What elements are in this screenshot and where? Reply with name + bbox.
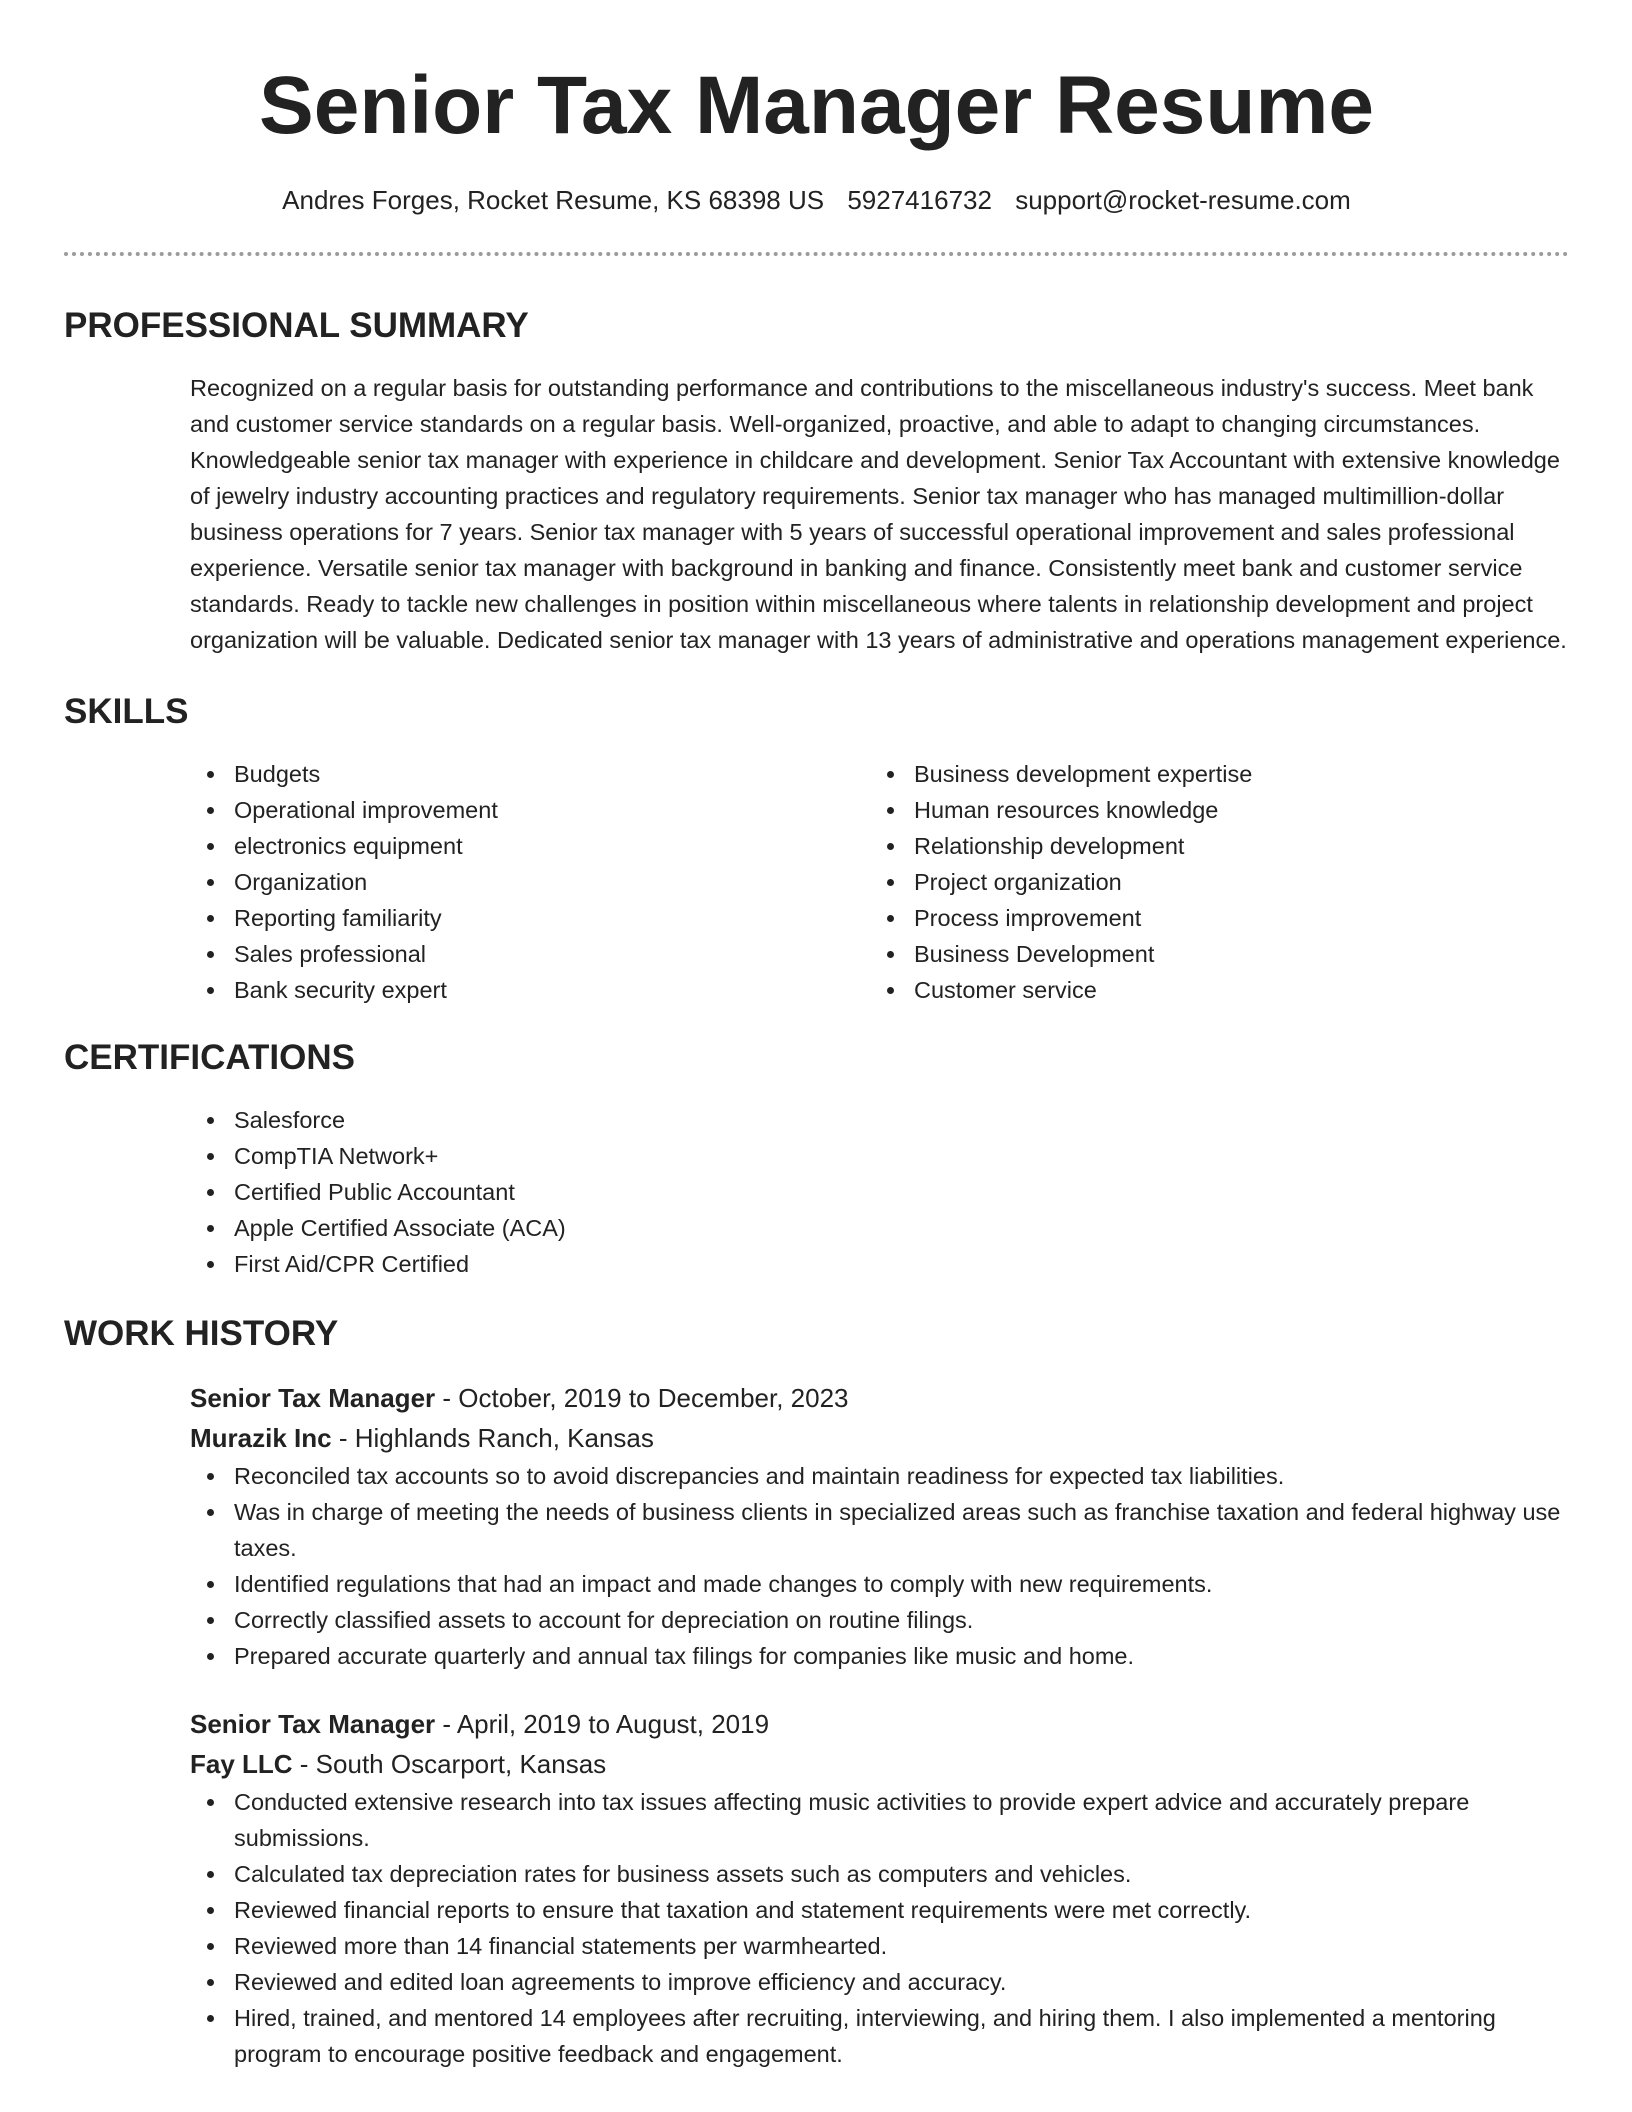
contact-address: Andres Forges, Rocket Resume, KS 68398 US [282, 185, 825, 215]
job-title: Senior Tax Manager [190, 1709, 436, 1739]
job-bullet: Reconciled tax accounts so to avoid discrepancies and maintain readiness for expected tax liabilities. [190, 1458, 1569, 1494]
certification-item: First Aid/CPR Certified [190, 1246, 1569, 1282]
skill-item: electronics equipment [190, 828, 870, 864]
job-bullets [190, 1458, 1569, 1674]
job-title: Senior Tax Manager [190, 1383, 436, 1413]
work-history-heading: WORK HISTORY [64, 1314, 339, 1353]
skills-column-right [870, 756, 1550, 1008]
job-bullet: Calculated tax depreciation rates for business assets such as computers and vehicles. [190, 1856, 1569, 1892]
contact-email: support@rocket-resume.com [1015, 185, 1351, 215]
job-location: - South Oscarport, Kansas [292, 1749, 607, 1779]
skill-item: Process improvement [870, 900, 1550, 936]
skill-item: Human resources knowledge [870, 792, 1550, 828]
job-bullet: Identified regulations that had an impact and made changes to comply with new requirements. [190, 1566, 1569, 1602]
job-bullet: Reviewed more than 14 financial statements per warmhearted. [190, 1928, 1569, 1964]
skill-item: Relationship development [870, 828, 1550, 864]
job-company: Fay LLC [190, 1749, 293, 1779]
job-entry [190, 1704, 1569, 2072]
job-bullet: Reviewed financial reports to ensure that taxation and statement requirements were met correctly. [190, 1892, 1569, 1928]
header-divider [64, 252, 1569, 256]
certifications-heading: CERTIFICATIONS [64, 1038, 356, 1077]
skill-item: Organization [190, 864, 870, 900]
skills-columns [190, 756, 1569, 1008]
job-bullet: Correctly classified assets to account for depreciation on routine filings. [190, 1602, 1569, 1638]
certification-item: Salesforce [190, 1102, 1569, 1138]
skill-item: Customer service [870, 972, 1550, 1008]
job-company-line [190, 1744, 1569, 1784]
job-title-line [190, 1378, 1569, 1418]
contact-line [64, 182, 1569, 218]
skill-item: Business development expertise [870, 756, 1550, 792]
job-bullets [190, 1784, 1569, 2072]
skill-item: Budgets [190, 756, 870, 792]
job-bullet: Hired, trained, and mentored 14 employees after recruiting, interviewing, and hiring them. I also implemented a mentoring program to encourage positive feedback and engagement. [190, 2000, 1569, 2072]
summary-text: Recognized on a regular basis for outstanding performance and contributions to the miscellaneous industry's success. Meet bank and customer service standards on a regular basis. Well-organized, proactive, and able to adapt to changing circumstances. Knowledgeable senior tax manager with experience in childcare and development. Senior Tax Accountant with extensive knowledge of jewelry industry accounting practices and regulatory requirements. Senior tax manager who has managed multimillion-dollar business operations for 7 years. Senior tax manager with 5 years of successful operational improvement and sales professional experience. Versatile senior tax manager with background in banking and finance. Consistently meet bank and customer service standards. Ready to tackle new challenges in position within miscellaneous where talents in relationship development and project organization will be valuable. Dedicated senior tax manager with 13 years of administrative and operations management experience. [190, 375, 1567, 653]
skills-heading: SKILLS [64, 692, 189, 731]
job-bullet: Prepared accurate quarterly and annual tax filings for companies like music and home. [190, 1638, 1569, 1674]
skill-item: Reporting familiarity [190, 900, 870, 936]
job-company: Murazik Inc [190, 1423, 332, 1453]
certifications-list [190, 1102, 1569, 1282]
skill-item: Bank security expert [190, 972, 870, 1008]
job-dates: - April, 2019 to August, 2019 [435, 1709, 770, 1739]
certification-item: CompTIA Network+ [190, 1138, 1569, 1174]
job-bullet: Was in charge of meeting the needs of business clients in specialized areas such as franchise taxation and federal highway use taxes. [190, 1494, 1569, 1566]
job-bullet: Reviewed and edited loan agreements to improve efficiency and accuracy. [190, 1964, 1569, 2000]
certification-item: Certified Public Accountant [190, 1174, 1569, 1210]
resume-page [64, 0, 1569, 2072]
summary-heading: PROFESSIONAL SUMMARY [64, 306, 529, 345]
skill-item: Sales professional [190, 936, 870, 972]
contact-phone: 5927416732 [847, 185, 992, 215]
certification-item: Apple Certified Associate (ACA) [190, 1210, 1569, 1246]
skills-column-left [190, 756, 870, 1008]
job-title-line [190, 1704, 1569, 1744]
job-dates: - October, 2019 to December, 2023 [435, 1383, 849, 1413]
job-entry [190, 1378, 1569, 1674]
job-bullet: Conducted extensive research into tax issues affecting music activities to provide expert advice and accurately prepare submissions. [190, 1784, 1569, 1856]
job-company-line [190, 1418, 1569, 1458]
skill-item: Business Development [870, 936, 1550, 972]
job-location: - Highlands Ranch, Kansas [331, 1423, 654, 1453]
skill-item: Operational improvement [190, 792, 870, 828]
skill-item: Project organization [870, 864, 1550, 900]
resume-title: Senior Tax Manager Resume [259, 60, 1374, 151]
